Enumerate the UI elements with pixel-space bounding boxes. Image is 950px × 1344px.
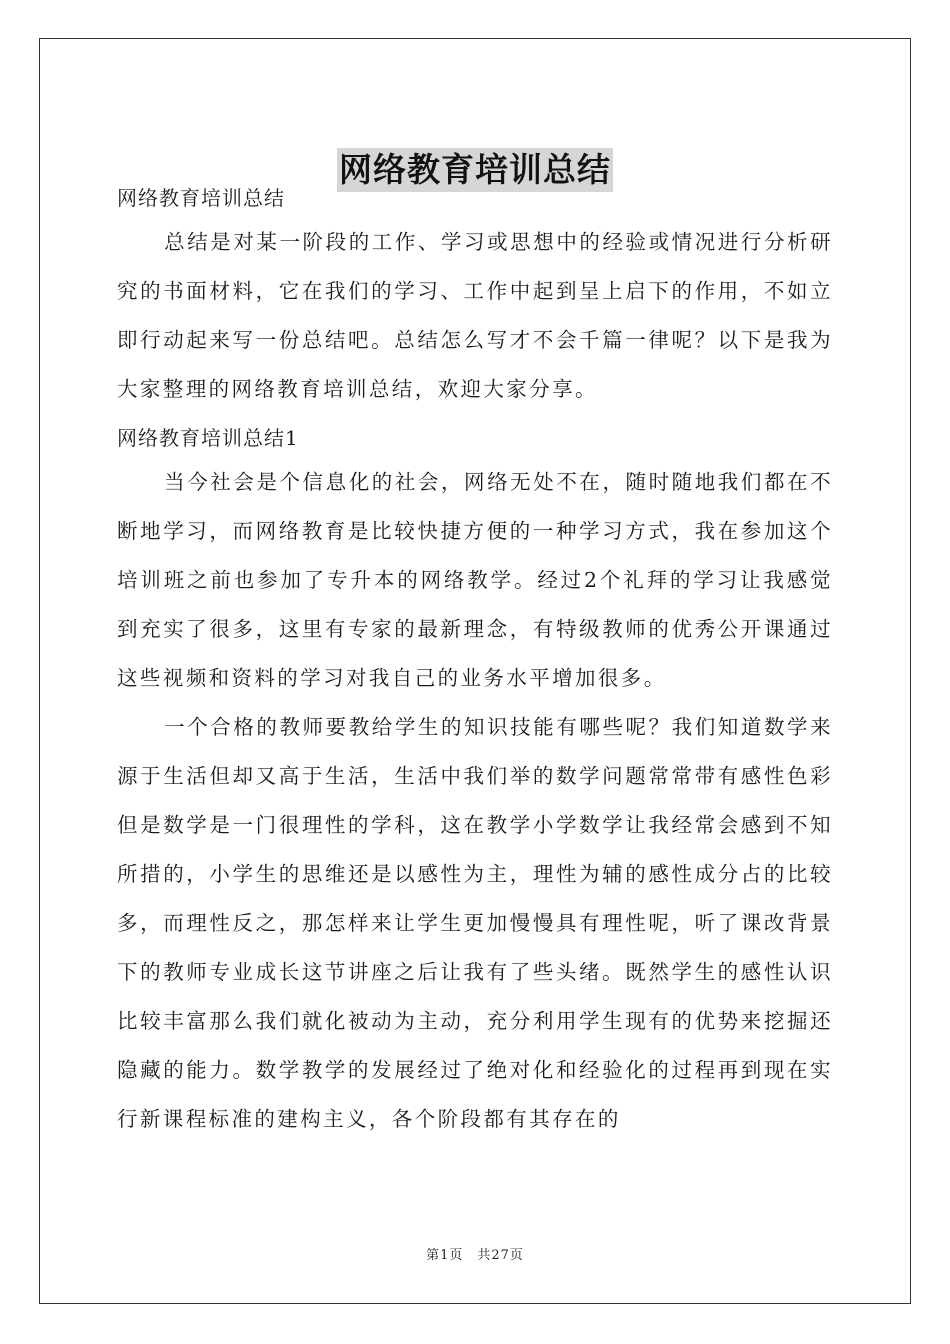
section-heading-1: 网络教育培训总结1 xyxy=(117,426,299,450)
section-1-paragraph-1: 当今社会是个信息化的社会，网络无处不在，随时随地我们都在不断地学习，而网络教育是比较快捷方便的一种学习方式，我在参加这个培训班之前也参加了专升本的网络教学。经过2个礼拜的学习让我感觉到充实了很多，这里有专家的最新理念，有特级教师的优秀公开课通过这些视频和资料的学习对我自己的业务水平增加很多。 xyxy=(117,470,833,690)
document-title: 网络教育培训总结 xyxy=(337,148,613,192)
section-1-paragraph-2: 一个合格的教师要教给学生的知识技能有哪些呢？我们知道数学来源于生活但却又高于生活，生活中我们举的数学问题常常带有感性色彩但是数学是一门很理性的学科，这在教学小学数学让我经常会感到不知所措的，小学生的思维还是以感性为主，理性为辅的感性成分占的比较多，而理性反之，那怎样来让学生更加慢慢具有理性呢，听了课改背景下的教师专业成长这节讲座之后让我有了些头绪。既然学生的感性认识比较丰富那么我们就化被动为主动，充分利用学生现有的优势来挖掘还隐藏的能力。数学教学的发展经过了绝对化和经验化的过程再到现在实行新课程标准的建构主义，各个阶段都有其存在的 xyxy=(117,715,833,1131)
intro-heading: 网络教育培训总结 xyxy=(117,186,285,210)
document-body xyxy=(117,178,833,1144)
page-footer: 第1页 共27页 xyxy=(426,1248,524,1263)
intro-paragraph: 总结是对某一阶段的工作、学习或思想中的经验或情况进行分析研究的书面材料，它在我们的学习、工作中起到呈上启下的作用，不如立即行动起来写一份总结吧。总结怎么写才不会千篇一律呢？以下是我为大家整理的网络教育培训总结，欢迎大家分享。 xyxy=(117,230,833,401)
